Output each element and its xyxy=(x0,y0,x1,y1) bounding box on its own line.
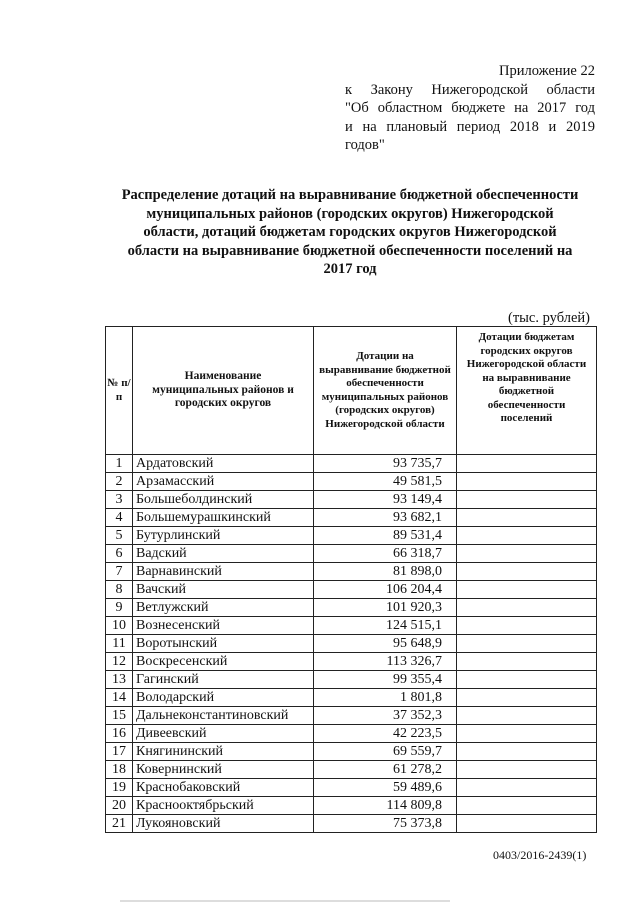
subsidy-value: 66 318,7 xyxy=(314,545,457,563)
district-name: Дальнеконстантиновский xyxy=(133,707,314,725)
district-name: Большеболдинский xyxy=(133,491,314,509)
table-row xyxy=(106,635,597,653)
table-row xyxy=(106,509,597,527)
row-number: 1 xyxy=(106,455,133,473)
subsidy-value: 59 489,6 xyxy=(314,779,457,797)
empty-cell xyxy=(457,743,597,761)
district-name: Арзамасский xyxy=(133,473,314,491)
subsidy-value: 49 581,5 xyxy=(314,473,457,491)
appendix-line: Приложение 22 xyxy=(499,63,595,79)
subsidy-value: 42 223,5 xyxy=(314,725,457,743)
district-name: Ветлужский xyxy=(133,599,314,617)
table-header-row xyxy=(106,327,597,455)
table-row xyxy=(106,797,597,815)
empty-cell xyxy=(457,473,597,491)
subsidy-value: 1 801,8 xyxy=(314,689,457,707)
district-name: Ардатовский xyxy=(133,455,314,473)
row-number: 11 xyxy=(106,635,133,653)
subsidy-value: 99 355,4 xyxy=(314,671,457,689)
row-number: 15 xyxy=(106,707,133,725)
district-name: Краснобаковский xyxy=(133,779,314,797)
empty-cell xyxy=(457,509,597,527)
empty-cell xyxy=(457,815,597,833)
district-name: Ковернинский xyxy=(133,761,314,779)
row-number: 16 xyxy=(106,725,133,743)
row-number: 8 xyxy=(106,581,133,599)
row-number: 7 xyxy=(106,563,133,581)
title-line: области на выравнивание бюджетной обеспеченности поселений на xyxy=(127,242,573,259)
subsidy-value: 93 682,1 xyxy=(314,509,457,527)
table-row xyxy=(106,455,597,473)
table-row xyxy=(106,527,597,545)
table-body xyxy=(106,455,597,833)
district-name: Вознесенский xyxy=(133,617,314,635)
district-name: Воротынский xyxy=(133,635,314,653)
subsidy-value: 75 373,8 xyxy=(314,815,457,833)
table-row xyxy=(106,491,597,509)
district-name: Краснооктябрьский xyxy=(133,797,314,815)
empty-cell xyxy=(457,671,597,689)
table-row xyxy=(106,815,597,833)
row-number: 10 xyxy=(106,617,133,635)
subsidy-value: 89 531,4 xyxy=(314,527,457,545)
district-name: Вадский xyxy=(133,545,314,563)
subsidy-value: 106 204,4 xyxy=(314,581,457,599)
empty-cell xyxy=(457,545,597,563)
district-name: Бутурлинский xyxy=(133,527,314,545)
empty-cell xyxy=(457,617,597,635)
row-number: 20 xyxy=(106,797,133,815)
empty-cell xyxy=(457,635,597,653)
header-col1: Дотации на выравнивание бюджетной обеспеченности муниципальных районов (городских округов) Нижегородской области xyxy=(314,327,457,455)
footer-code: 0403/2016-2439(1) xyxy=(493,848,587,862)
district-name: Большемурашкинский xyxy=(133,509,314,527)
scan-artifact xyxy=(120,900,450,902)
empty-cell xyxy=(457,707,597,725)
table-row xyxy=(106,545,597,563)
table-row xyxy=(106,689,597,707)
table-row xyxy=(106,743,597,761)
title-line: 2017 год xyxy=(323,261,377,277)
district-name: Дивеевский xyxy=(133,725,314,743)
row-number: 13 xyxy=(106,671,133,689)
subsidy-value: 124 515,1 xyxy=(314,617,457,635)
empty-cell xyxy=(457,563,597,581)
row-number: 14 xyxy=(106,689,133,707)
title-line: муниципальных районов (городских округов) Нижегородской xyxy=(146,205,554,222)
subsidy-value: 61 278,2 xyxy=(314,761,457,779)
district-name: Володарский xyxy=(133,689,314,707)
table-row xyxy=(106,671,597,689)
empty-cell xyxy=(457,455,597,473)
empty-cell xyxy=(457,599,597,617)
row-number: 18 xyxy=(106,761,133,779)
row-number: 2 xyxy=(106,473,133,491)
district-name: Варнавинский xyxy=(133,563,314,581)
row-number: 6 xyxy=(106,545,133,563)
header-col2: Дотации бюджетам городских округов Нижегородской области на выравнивание бюджетной обеспеченности поселений xyxy=(457,327,597,455)
row-number: 3 xyxy=(106,491,133,509)
empty-cell xyxy=(457,527,597,545)
empty-cell xyxy=(457,797,597,815)
header-name: Наименование муниципальных районов и городских округов xyxy=(133,327,314,455)
district-name: Лукояновский xyxy=(133,815,314,833)
subsidy-value: 114 809,8 xyxy=(314,797,457,815)
table-row xyxy=(106,761,597,779)
row-number: 4 xyxy=(106,509,133,527)
table-row xyxy=(106,599,597,617)
units-label: (тыс. рублей) xyxy=(508,310,590,326)
header-num: № п/п xyxy=(106,327,133,455)
appendix-line: к Закону Нижегородской области xyxy=(345,81,595,98)
row-number: 17 xyxy=(106,743,133,761)
appendix-line: "Об областном бюджете на 2017 год xyxy=(345,100,595,116)
row-number: 21 xyxy=(106,815,133,833)
subsidy-value: 69 559,7 xyxy=(314,743,457,761)
subsidy-value: 93 149,4 xyxy=(314,491,457,509)
district-name: Княгининский xyxy=(133,743,314,761)
row-number: 5 xyxy=(106,527,133,545)
title-line: области, дотаций бюджетам городских округов Нижегородской xyxy=(143,224,557,240)
empty-cell xyxy=(457,491,597,509)
appendix-block xyxy=(345,62,595,155)
row-number: 12 xyxy=(106,653,133,671)
empty-cell xyxy=(457,581,597,599)
subsidy-value: 95 648,9 xyxy=(314,635,457,653)
title-line: Распределение дотаций на выравнивание бюджетной обеспеченности xyxy=(121,187,579,203)
table-row xyxy=(106,653,597,671)
empty-cell xyxy=(457,653,597,671)
row-number: 19 xyxy=(106,779,133,797)
empty-cell xyxy=(457,725,597,743)
appendix-line: и на плановый период 2018 и 2019 xyxy=(345,118,595,135)
row-number: 9 xyxy=(106,599,133,617)
table-row xyxy=(106,725,597,743)
subsidy-value: 93 735,7 xyxy=(314,455,457,473)
table-row xyxy=(106,617,597,635)
district-name: Воскресенский xyxy=(133,653,314,671)
table-row xyxy=(106,779,597,797)
table-row xyxy=(106,707,597,725)
subsidies-table xyxy=(105,326,597,833)
subsidy-value: 81 898,0 xyxy=(314,563,457,581)
district-name: Гагинский xyxy=(133,671,314,689)
table-row xyxy=(106,581,597,599)
table-row xyxy=(106,563,597,581)
district-name: Вачский xyxy=(133,581,314,599)
empty-cell xyxy=(457,779,597,797)
empty-cell xyxy=(457,761,597,779)
subsidy-value: 37 352,3 xyxy=(314,707,457,725)
appendix-line: годов" xyxy=(345,137,385,153)
subsidy-value: 113 326,7 xyxy=(314,653,457,671)
document-title xyxy=(100,186,600,279)
table-row xyxy=(106,473,597,491)
subsidy-value: 101 920,3 xyxy=(314,599,457,617)
empty-cell xyxy=(457,689,597,707)
